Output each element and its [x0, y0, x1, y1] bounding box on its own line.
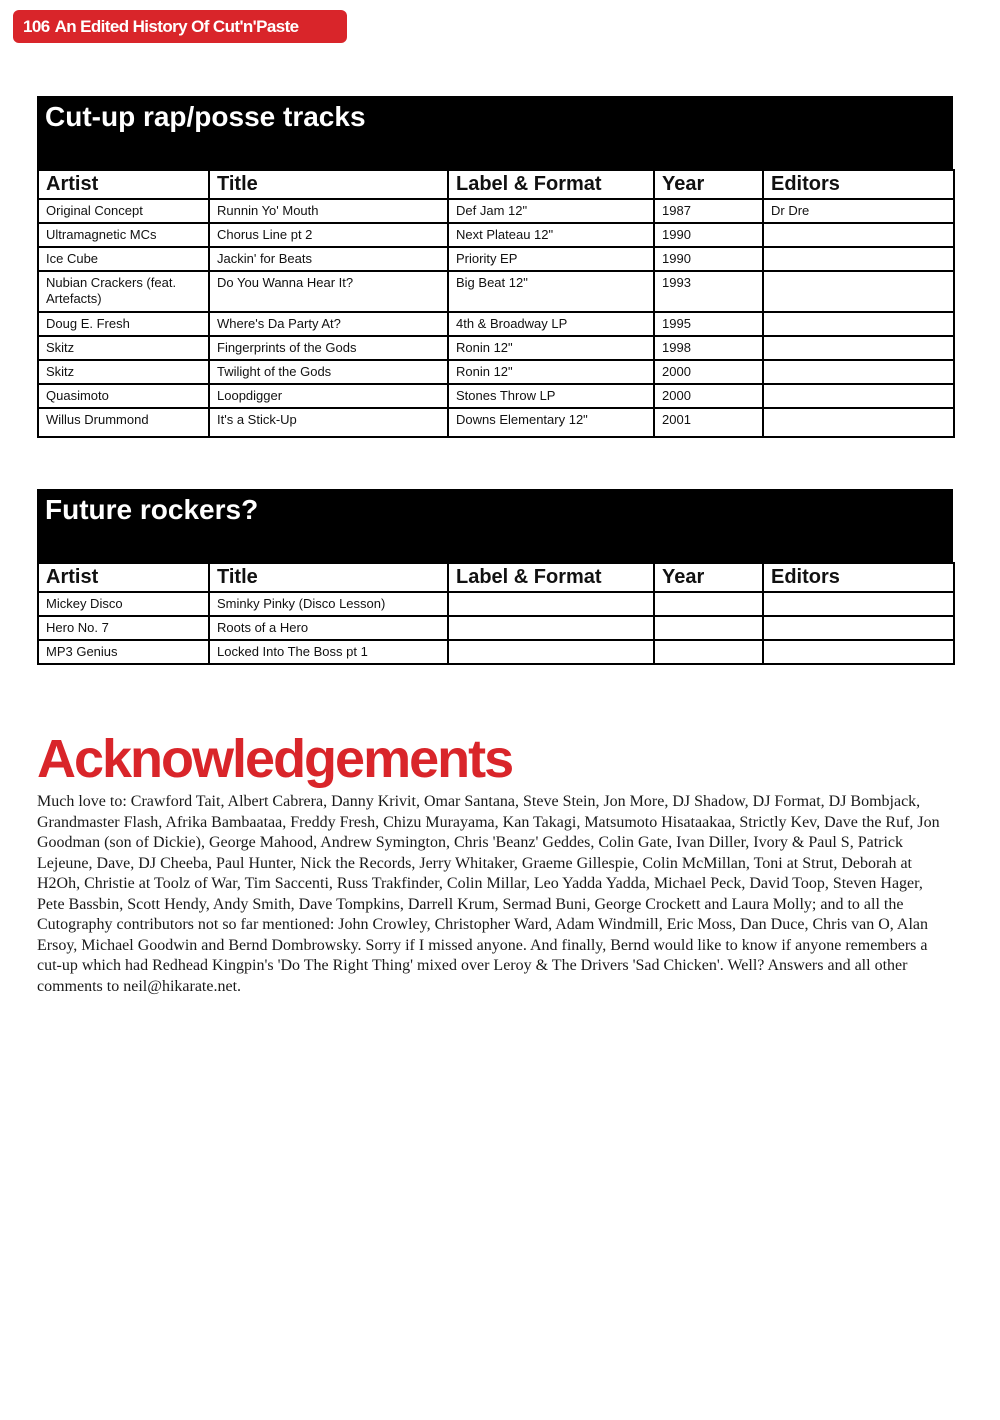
col-artist: Artist [38, 170, 209, 199]
table-row [38, 247, 954, 271]
cell-editors [763, 592, 954, 616]
cell-year [654, 640, 763, 664]
cell-title: Do You Wanna Hear It? [209, 271, 448, 312]
cell-year [654, 616, 763, 640]
cell-label [448, 640, 654, 664]
cell-label: 4th & Broadway LP [448, 312, 654, 336]
cell-label: Def Jam 12" [448, 199, 654, 223]
cell-year: 1998 [654, 336, 763, 360]
cell-year: 1993 [654, 271, 763, 312]
cell-year: 2001 [654, 408, 763, 437]
col-title: Title [209, 170, 448, 199]
cell-label: Ronin 12" [448, 336, 654, 360]
cutup-tracks-table [37, 96, 953, 438]
cell-label: Priority EP [448, 247, 654, 271]
cell-year: 2000 [654, 384, 763, 408]
cell-title: It's a Stick-Up [209, 408, 448, 437]
cell-year: 1990 [654, 223, 763, 247]
running-title: An Edited History Of Cut'n'Paste [54, 16, 299, 36]
future-rockers-table [37, 489, 953, 665]
table-row [38, 360, 954, 384]
cell-artist: Ice Cube [38, 247, 209, 271]
cell-year [654, 592, 763, 616]
table-row [38, 223, 954, 247]
cell-editors [763, 336, 954, 360]
cell-label: Ronin 12" [448, 360, 654, 384]
cell-title: Jackin' for Beats [209, 247, 448, 271]
table-header-row [38, 170, 954, 199]
table-header-row [38, 563, 954, 592]
cell-title: Locked Into The Boss pt 1 [209, 640, 448, 664]
cell-editors [763, 408, 954, 437]
cell-title: Sminky Pinky (Disco Lesson) [209, 592, 448, 616]
cell-editors [763, 384, 954, 408]
col-editors: Editors [763, 170, 954, 199]
cell-editors [763, 271, 954, 312]
cell-year: 1995 [654, 312, 763, 336]
table-row [38, 336, 954, 360]
cell-year: 2000 [654, 360, 763, 384]
tracks-table-grid [37, 169, 955, 438]
cell-label: Downs Elementary 12" [448, 408, 654, 437]
col-editors: Editors [763, 563, 954, 592]
cell-artist: Willus Drummond [38, 408, 209, 437]
table-row [38, 408, 954, 437]
cell-artist: Quasimoto [38, 384, 209, 408]
cell-title: Runnin Yo' Mouth [209, 199, 448, 223]
cell-title: Where's Da Party At? [209, 312, 448, 336]
page-number: 106 [23, 16, 50, 36]
cell-editors [763, 640, 954, 664]
cell-artist: Skitz [38, 336, 209, 360]
cell-title: Chorus Line pt 2 [209, 223, 448, 247]
table-row [38, 312, 954, 336]
table-heading: Future rockers? [37, 489, 953, 562]
cell-title: Fingerprints of the Gods [209, 336, 448, 360]
cell-editors [763, 247, 954, 271]
col-artist: Artist [38, 563, 209, 592]
cell-year: 1990 [654, 247, 763, 271]
cell-editors [763, 616, 954, 640]
cell-title: Loopdigger [209, 384, 448, 408]
table-row [38, 592, 954, 616]
acknowledgements-title: Acknowledgements [37, 729, 513, 789]
col-label-format: Label & Format [448, 170, 654, 199]
cell-label: Big Beat 12" [448, 271, 654, 312]
table-row [38, 271, 954, 312]
cell-editors: Dr Dre [763, 199, 954, 223]
cell-label [448, 592, 654, 616]
cell-label: Next Plateau 12" [448, 223, 654, 247]
table-row [38, 199, 954, 223]
cell-artist: Mickey Disco [38, 592, 209, 616]
cell-title: Roots of a Hero [209, 616, 448, 640]
cell-artist: Nubian Crackers (feat. Artefacts) [38, 271, 209, 312]
cell-editors [763, 223, 954, 247]
table-row [38, 640, 954, 664]
cell-artist: Doug E. Fresh [38, 312, 209, 336]
cell-editors [763, 312, 954, 336]
cell-editors [763, 360, 954, 384]
cell-artist: Original Concept [38, 199, 209, 223]
cell-year: 1987 [654, 199, 763, 223]
cell-artist: MP3 Genius [38, 640, 209, 664]
cell-artist: Hero No. 7 [38, 616, 209, 640]
col-label-format: Label & Format [448, 563, 654, 592]
cell-title: Twilight of the Gods [209, 360, 448, 384]
cell-label: Stones Throw LP [448, 384, 654, 408]
cell-artist: Skitz [38, 360, 209, 384]
cell-label [448, 616, 654, 640]
cell-artist: Ultramagnetic MCs [38, 223, 209, 247]
table-row [38, 384, 954, 408]
table-row [38, 616, 954, 640]
col-title: Title [209, 563, 448, 592]
col-year: Year [654, 170, 763, 199]
col-year: Year [654, 563, 763, 592]
page-header-tab [13, 10, 347, 43]
table-heading: Cut-up rap/posse tracks [37, 96, 953, 169]
acknowledgements-body: Much love to: Crawford Tait, Albert Cabrera, Danny Krivit, Omar Santana, Steve Stein, Jon More, DJ Shadow, DJ Format, DJ Bombjack, Grandmaster Flash, Afrika Bambaataa, Freddy Fresh, Chizu Murayama, Kan Takagi, Matsumoto Hisataakaa, Strictly Kev, Dave the Ruf, Jon Goodman (son of Dickie), George Mahood, Andrew Symington, Chris 'Beanz' Geddes, Colin Gate, Ivan Diller, Ivory & Paul S, Patrick Lejeune, Dave, DJ Cheeba, Paul Hunter, Nick the Records, Jerry Whitaker, Graeme Gillespie, Colin McMillan, Toni at Strut, Deborah at H2Oh, Christie at Toolz of War, Tim Saccenti, Russ Trakfinder, Colin Millar, Leo Yadda Yadda, Michael Peck, David Toop, Steven Hager, Pete Bassbin, Scott Hendy, Andy Smith, Dave Tompkins, Darrell Krum, Sermad Buni, George Crockett and Laura Molly; and to all the Cutography contributors not so far mentioned: John Crowley, Christopher Ward, Adam Windmill, Eric Moss, Dan Duce, Chris van O, Alan Ersoy, Michael Goodwin and Bernd Dombrowsky. Sorry if I missed anyone. And finally, Bernd would like to know if anyone remembers a cut-up which had Redhead Kingpin's 'Do The Right Thing' mixed over Leroy & The Drivers 'Sad Chicken'. Well? Answers and all other comments to neil@hikarate.net. [37, 793, 940, 995]
future-rockers-grid [37, 562, 955, 665]
